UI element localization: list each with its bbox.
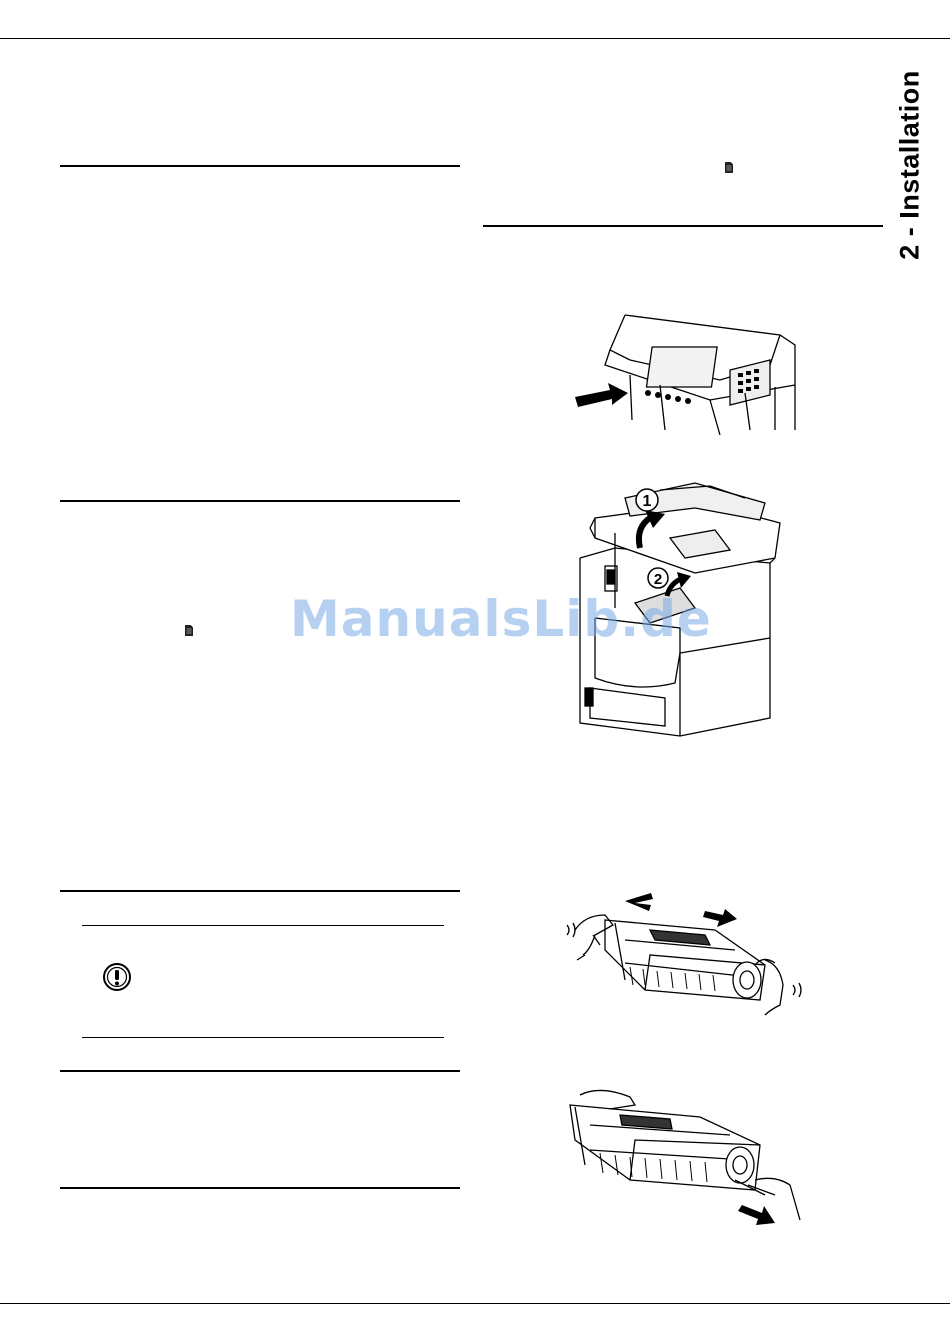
note-box-bottom-rule [82,1037,444,1038]
control-panel-illustration [570,305,800,435]
section-rule-5 [60,1187,460,1189]
watermark: ManualsLib.de [290,590,712,648]
remove-cartridge-tape-illustration [560,1085,805,1230]
exclamation-icon [102,962,132,992]
section-rule-right [483,225,883,227]
shake-toner-cartridge-illustration [565,885,805,1025]
section-rule-4 [60,1070,460,1072]
document-icon [185,625,193,636]
section-rule-3 [60,890,460,892]
header-rule [0,38,950,39]
section-rule-2 [60,500,460,502]
chapter-side-tab [880,50,940,280]
document-icon [725,162,733,173]
chapter-label: 2 - Installation [894,70,925,260]
callout-1: 1 [642,493,652,510]
note-box-top-rule [82,925,444,926]
callout-2: 2 [653,571,663,588]
footer-rule [0,1303,950,1304]
section-rule-1 [60,165,460,167]
